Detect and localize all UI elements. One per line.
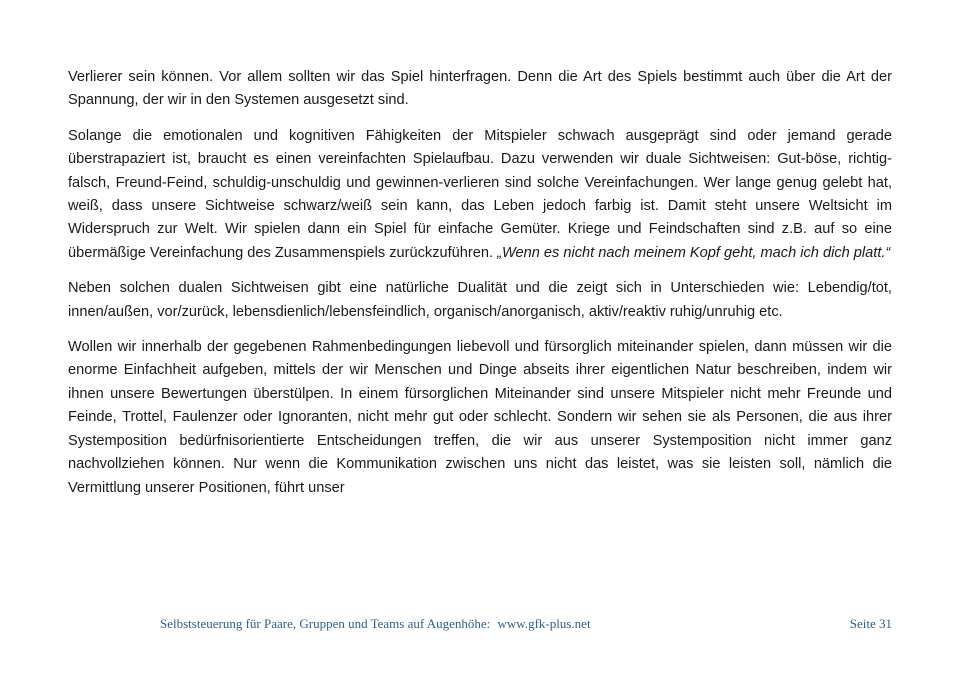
paragraph-2-quote: „Wenn es nicht nach meinem Kopf geht, mach ich dich platt.“ [497, 244, 891, 261]
paragraph-1 [68, 66, 892, 113]
paragraph-3 [68, 277, 892, 324]
paragraph-2 [68, 125, 892, 265]
footer-url[interactable]: www.gfk-plus.net [497, 616, 591, 631]
paragraph-4 [68, 336, 892, 500]
page-number: Seite 31 [849, 616, 892, 631]
paragraph-3-text: Neben solchen dualen Sichtweisen gibt eine natürliche Dualität und die zeigt sich in Unterschieden wie: Lebendig/tot, innen/außen, vor/zurück, lebensdienlich/lebensfeindlich, organisch/anorganisch, aktiv/reaktiv ruhig/unruhig etc. [68, 280, 892, 320]
page-footer [160, 616, 892, 632]
footer-title: Selbststeuerung für Paare, Gruppen und Teams auf Augenhöhe: [160, 616, 491, 631]
body-text [68, 66, 892, 512]
footer-left [160, 616, 591, 632]
paragraph-2-text: Solange die emotionalen und kognitiven Fähigkeiten der Mitspieler schwach ausgeprägt sind oder jemand gerade überstrapaziert ist, braucht es einen vereinfachten Spielaufbau. Dazu verwenden wir duale Sichtweisen: Gut-böse, richtig-falsch, Freund-Feind, schuldig-unschuldig und gewinnen-verlieren sind solche Vereinfachungen. Wer lange genug gelebt hat, weiß, dass unsere Sichtweise schwarz/weiß sein kann, das Leben jedoch farbig ist. Damit steht unsere Weltsicht im Widerspruch zur Welt. Wir spielen dann ein Spiel für einfache Gemüter. Kriege und Feindschaften sind z.B. auf so eine übermäßige Vereinfachung des Zusammenspiels zurückzuführen. [68, 127, 892, 261]
paragraph-1-text: Verlierer sein können. Vor allem sollten wir das Spiel hinterfragen. Denn die Art des Spiels bestimmt auch über die Art der Spannung, der wir in den Systemen ausgesetzt sind. [68, 69, 892, 109]
paragraph-4-text: Wollen wir innerhalb der gegebenen Rahmenbedingungen liebevoll und fürsorglich miteinander spielen, dann müssen wir die enorme Einfachheit aufgeben, mittels der wir Menschen und Dinge abseits ihrer eigentlichen Natur beschreiben, indem wir ihnen unsere Bewertungen überstülpen. In einem fürsorglichen Miteinander sind unsere Mitspieler nicht mehr Freunde und Feinde, Trottel, Faulenzer oder Ignoranten, nicht mehr gut oder schlecht. Sondern wir sehen sie als Personen, die aus ihrer Systemposition bedürfnisorientierte Entscheidungen treffen, die wir aus unserer Systemposition nicht immer ganz nachvollziehen können. Nur wenn die Kommunikation zwischen uns nicht das leistet, was sie leisten soll, nämlich die Vermittlung unserer Positionen, führt unser [68, 339, 892, 496]
